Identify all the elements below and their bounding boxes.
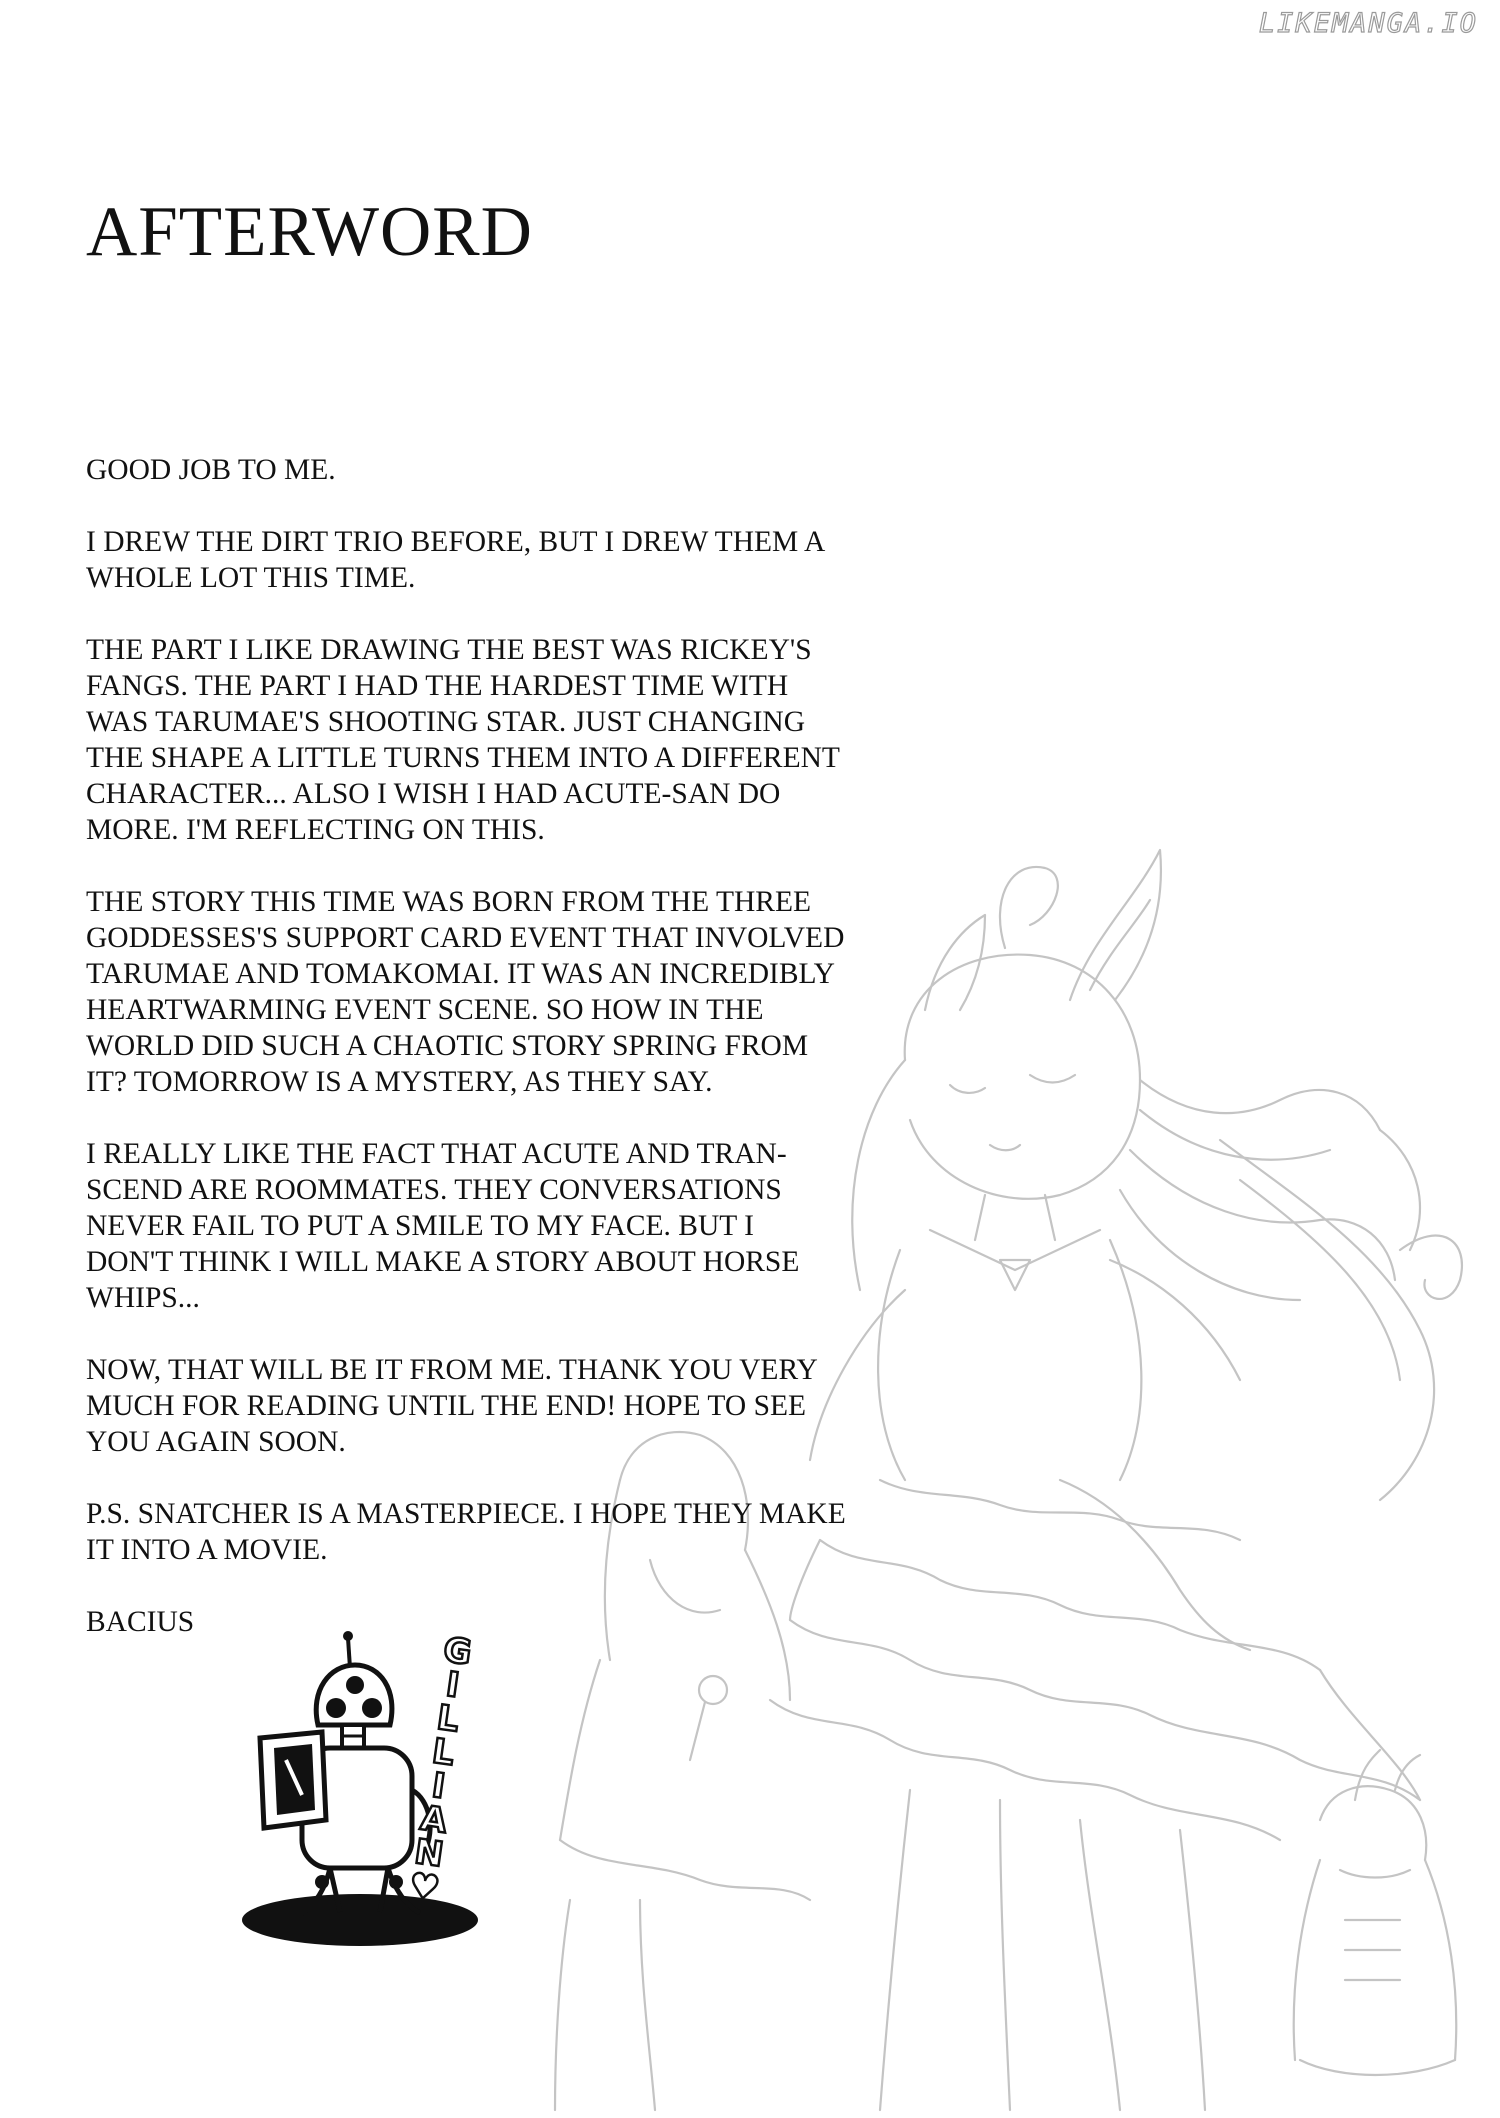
text-line: THE PART I LIKE DRAWING THE BEST WAS RICKEY'S bbox=[86, 634, 812, 666]
text-line: P.S. SNATCHER IS A MASTERPIECE. I HOPE THEY MAKE bbox=[86, 1498, 846, 1530]
robot-name-letter: N bbox=[412, 1831, 446, 1876]
paragraph-2 bbox=[86, 524, 986, 596]
heart-icon: ♥ bbox=[406, 1865, 443, 1910]
robot-name-letter: L bbox=[429, 1731, 457, 1774]
text-line: SCEND ARE ROOMMATES. THEY CONVERSATIONS bbox=[86, 1174, 782, 1206]
text-line: THE SHAPE A LITTLE TURNS THEM INTO A DIFFERENT bbox=[86, 742, 840, 774]
text-line: WAS TARUMAE'S SHOOTING STAR. JUST CHANGING bbox=[86, 706, 806, 738]
text-line: WORLD DID SUCH A CHAOTIC STORY SPRING FROM bbox=[86, 1030, 809, 1062]
text-line: I DREW THE DIRT TRIO BEFORE, BUT I DREW THEM A bbox=[86, 526, 826, 558]
robot-name-letter: I bbox=[429, 1765, 448, 1807]
paragraph-3 bbox=[86, 632, 986, 848]
robot-name-letter: G bbox=[440, 1629, 475, 1674]
paragraph-6 bbox=[86, 1352, 986, 1460]
text-line: NEVER FAIL TO PUT A SMILE TO MY FACE. BUT I bbox=[86, 1210, 754, 1242]
text-line: WHIPS... bbox=[86, 1282, 200, 1314]
text-line: TARUMAE AND TOMAKOMAI. IT WAS AN INCREDIBLY bbox=[86, 958, 835, 990]
page-title: AFTERWORD bbox=[86, 193, 533, 271]
text-line: MORE. I'M REFLECTING ON THIS. bbox=[86, 814, 545, 846]
paragraph-4 bbox=[86, 884, 986, 1100]
text-line: HEARTWARMING EVENT SCENE. SO HOW IN THE bbox=[86, 994, 764, 1026]
text-line: I REALLY LIKE THE FACT THAT ACUTE AND TRAN- bbox=[86, 1138, 787, 1170]
text-line: WHOLE LOT THIS TIME. bbox=[86, 562, 416, 594]
text-line: DON'T THINK I WILL MAKE A STORY ABOUT HORSE bbox=[86, 1246, 800, 1278]
paragraph-5 bbox=[86, 1136, 986, 1316]
text-line: FANGS. THE PART I HAD THE HARDEST TIME WITH bbox=[86, 670, 789, 702]
text-line: GODDESSES'S SUPPORT CARD EVENT THAT INVOLVED bbox=[86, 922, 845, 954]
paragraph-1 bbox=[86, 452, 986, 488]
robot-name-letter: A bbox=[417, 1798, 450, 1842]
text-line: MUCH FOR READING UNTIL THE END! HOPE TO SEE bbox=[86, 1390, 807, 1422]
text-line: IT? TOMORROW IS A MYSTERY, AS THEY SAY. bbox=[86, 1066, 713, 1098]
site-watermark: LIKEMANGA.IO bbox=[1258, 8, 1478, 39]
text-line: GOOD JOB TO ME. bbox=[86, 454, 336, 486]
robot-name-letter: I bbox=[443, 1664, 462, 1706]
robot-name-letter: L bbox=[434, 1697, 462, 1741]
text-line: YOU AGAIN SOON. bbox=[86, 1426, 346, 1458]
text-line: CHARACTER... ALSO I WISH I HAD ACUTE-SAN DO bbox=[86, 778, 781, 810]
author-signature: BACIUS bbox=[86, 1606, 195, 1638]
afterword-body bbox=[86, 452, 986, 1640]
text-line: IT INTO A MOVIE. bbox=[86, 1534, 328, 1566]
paragraph-7 bbox=[86, 1496, 986, 1568]
text-line: NOW, THAT WILL BE IT FROM ME. THANK YOU VERY bbox=[86, 1354, 818, 1386]
text-line: THE STORY THIS TIME WAS BORN FROM THE THREE bbox=[86, 886, 812, 918]
